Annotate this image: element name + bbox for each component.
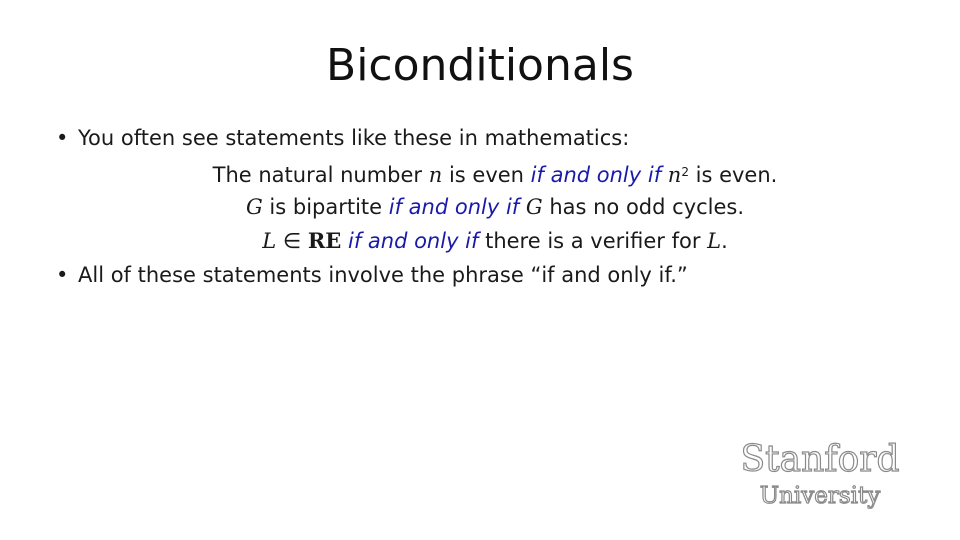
bullet-text-2: All of these statements involve the phrase “if and only if.” bbox=[78, 263, 688, 287]
ex1-exponent: 2 bbox=[681, 165, 689, 179]
bullet-text-1: You often see statements like these in mathematics: bbox=[78, 126, 630, 150]
example-statement-3 bbox=[0, 227, 960, 255]
ex1-mid: is even bbox=[442, 163, 531, 187]
ex2-var-g: G bbox=[245, 195, 263, 219]
example-statement-1 bbox=[0, 158, 960, 189]
bullet-item-2 bbox=[56, 261, 688, 289]
ex2-post: has no odd cycles. bbox=[542, 195, 745, 219]
stanford-university-logo bbox=[730, 438, 910, 510]
ex1-post: is even. bbox=[688, 163, 778, 187]
logo-line-university: University bbox=[759, 483, 881, 509]
ex3-mid: there is a verifier for bbox=[478, 229, 708, 253]
ex1-iff-phrase: if and only if bbox=[530, 163, 662, 187]
bullet-item-1 bbox=[56, 124, 629, 152]
ex3-iff-phrase: if and only if bbox=[347, 229, 479, 253]
bullet-dot-icon: • bbox=[56, 126, 69, 150]
ex3-var-l: L bbox=[262, 229, 277, 253]
ex1-pre: The natural number bbox=[212, 163, 429, 187]
bullet-dot-icon: • bbox=[56, 263, 69, 287]
ex2-mid: is bipartite bbox=[262, 195, 389, 219]
ex3-re-class: RE bbox=[307, 228, 342, 253]
ex2-iff-phrase: if and only if bbox=[388, 195, 520, 219]
logo-line-stanford: Stanford bbox=[740, 439, 900, 480]
slide-title: Biconditionals bbox=[326, 40, 634, 91]
ex1-var-n: n bbox=[428, 163, 443, 187]
ex3-var-l2: L bbox=[707, 229, 722, 253]
ex3-post: . bbox=[721, 229, 728, 253]
ex2-var-g2: G bbox=[525, 195, 543, 219]
ex1-var-n2: n bbox=[667, 163, 682, 187]
ex3-element-of: ∈ bbox=[276, 229, 308, 253]
example-statement-2 bbox=[0, 193, 960, 221]
